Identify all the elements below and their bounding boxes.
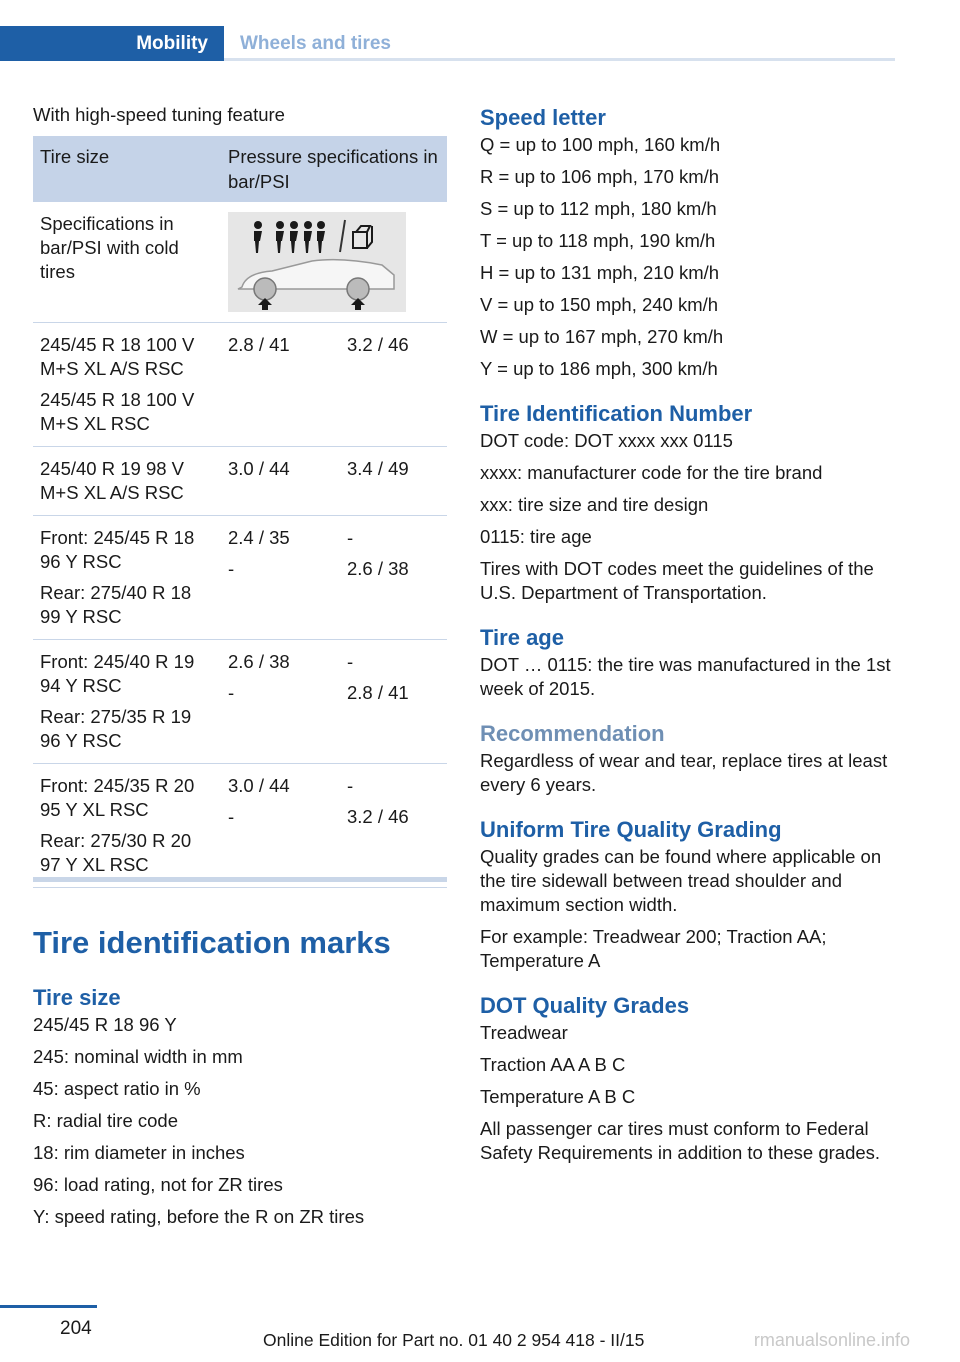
speed-letter-lines: [480, 133, 900, 381]
cell-value: 3.0 / 44: [228, 775, 290, 796]
text-line: 245: nominal width in mm: [33, 1046, 243, 1067]
tire-size-cell: [33, 447, 221, 516]
cell-value: 2.6 / 38: [228, 651, 290, 672]
pressure-loaded-cell: [340, 323, 447, 447]
text-line: DOT code: DOT xxxx xxx 0115: [480, 430, 733, 451]
header-tire-size: Tire size: [33, 136, 221, 202]
text-line: Y = up to 186 mph, 300 km/h: [480, 358, 718, 379]
cell-value: 2.8 / 41: [228, 334, 290, 355]
right-column: [480, 103, 900, 1173]
pressure-normal-cell: [221, 447, 340, 516]
text-line: R = up to 106 mph, 170 km/h: [480, 166, 720, 187]
pressure-normal-cell: [221, 516, 340, 640]
text-line: Q = up to 100 mph, 160 km/h: [480, 134, 721, 155]
cell-value: 245/40 R 19 98 V M+S XL A/S RSC: [40, 458, 184, 503]
header-section-mobility: Mobility: [136, 33, 208, 54]
cell-value: 3.2 / 46: [347, 334, 409, 355]
header-pressure: Pressure specifications in bar/PSI: [221, 136, 447, 202]
cell-value: -: [347, 775, 354, 796]
pressure-loaded-cell: [340, 764, 447, 888]
text-line: 245/45 R 18 96 Y: [33, 1014, 177, 1035]
cell-value: Front: 245/45 R 18 96 Y RSC: [40, 527, 195, 572]
cell-value: 245/45 R 18 100 V M+S XL RSC: [40, 389, 195, 434]
page-number: 204: [60, 1318, 92, 1339]
cell-value: 3.4 / 49: [347, 458, 409, 479]
cell-value: Rear: 275/35 R 19 96 Y RSC: [40, 706, 192, 751]
text-line: xxxx: manufacturer code for the tire brand: [480, 462, 823, 483]
footer-rule: [0, 1305, 97, 1308]
tire-size-cell: [33, 640, 221, 764]
dot-grades-lines: [480, 1021, 900, 1165]
text-line: xxx: tire size and tire design: [480, 494, 709, 515]
load-diagram-cell: [221, 202, 447, 323]
cell-value: 3.2 / 46: [347, 806, 409, 827]
cell-value: 3.0 / 44: [228, 458, 290, 479]
cell-value: Rear: 275/30 R 20 97 Y XL RSC: [40, 830, 192, 875]
table-row: [33, 640, 447, 764]
text-line: 96: load rating, not for ZR tires: [33, 1174, 283, 1195]
utqg-lines: [480, 845, 900, 973]
pressure-normal-cell: [221, 764, 340, 888]
section-title: Tire identification marks: [33, 925, 391, 960]
pressure-loaded-cell: [340, 516, 447, 640]
text-line: R: radial tire code: [33, 1110, 178, 1131]
text-line: 0115: tire age: [480, 526, 592, 547]
tire-size-heading: Tire size: [33, 985, 121, 1010]
pressure-normal-cell: [221, 323, 340, 447]
cell-value: -: [228, 806, 235, 827]
table-end-rule: [33, 877, 447, 882]
cell-value: 2.8 / 41: [347, 682, 409, 703]
cell-value: 245/45 R 18 100 V M+S XL A/S RSC: [40, 334, 195, 379]
text-line: Temperature A B C: [480, 1086, 636, 1107]
watermark: rmanualsonline.info: [753, 1330, 910, 1350]
table-caption: With high-speed tuning feature: [33, 104, 285, 125]
dot-grades-heading: DOT Quality Grades: [480, 993, 690, 1018]
text-line: All passenger car tires must conform to Federal Safety Requirements in addition to these grades.: [480, 1118, 881, 1163]
table-row: [33, 764, 447, 888]
cell-value: -: [347, 527, 354, 548]
cell-value: -: [228, 682, 235, 703]
text-line: V = up to 150 mph, 240 km/h: [480, 294, 719, 315]
table-row-cold-tires: [33, 202, 447, 323]
table-header-row: [33, 136, 447, 202]
header-section-wheels-and-tires: Wheels and tires: [240, 33, 391, 54]
pressure-loaded-cell: [340, 640, 447, 764]
pressure-normal-cell: [221, 640, 340, 764]
text-line: Tires with DOT codes meet the guidelines of the U.S. Department of Transportation.: [480, 558, 874, 603]
cell-value: -: [347, 651, 354, 672]
tire-size-cell: [33, 764, 221, 888]
text-line: S = up to 112 mph, 180 km/h: [480, 198, 717, 219]
tire-size-cell: [33, 516, 221, 640]
utqg-heading: Uniform Tire Quality Grading: [480, 817, 782, 842]
pressure-loaded-cell: [340, 447, 447, 516]
cell-value: Rear: 275/40 R 18 99 Y RSC: [40, 582, 192, 627]
cell-value: Front: 245/35 R 20 95 Y XL RSC: [40, 775, 195, 820]
text-line: W = up to 167 mph, 270 km/h: [480, 326, 724, 347]
cell-value: -: [228, 558, 235, 579]
table-row: [33, 447, 447, 516]
speed-letter-heading: Speed letter: [480, 105, 606, 130]
table-row: [33, 323, 447, 447]
vehicle-load-illustration: [228, 212, 406, 312]
tire-size-cell: [33, 323, 221, 447]
tire-age-heading: Tire age: [480, 625, 564, 650]
tire-age-text: DOT … 0115: the tire was manufactured in the 1st week of 2015.: [480, 654, 891, 699]
tin-heading: Tire Identification Number: [480, 401, 753, 426]
text-line: Traction AA A B C: [480, 1054, 626, 1075]
tire-size-lines: [33, 1013, 453, 1229]
text-line: 45: aspect ratio in %: [33, 1078, 201, 1099]
text-line: 18: rim diameter in inches: [33, 1142, 245, 1163]
text-line: Y: speed rating, before the R on ZR tires: [33, 1206, 365, 1227]
tire-pressure-table: [33, 136, 447, 888]
text-line: T = up to 118 mph, 190 km/h: [480, 230, 716, 251]
cell-value: 2.6 / 38: [347, 558, 409, 579]
text-line: Treadwear: [480, 1022, 568, 1043]
text-line: For example: Treadwear 200; Traction AA; Temperature A: [480, 926, 827, 971]
recommendation-text: Regardless of wear and tear, replace tires at least every 6 years.: [480, 750, 888, 795]
table-row: [33, 516, 447, 640]
text-line: Quality grades can be found where applicable on the tire sidewall between tread shoulder and maximum section width.: [480, 846, 882, 915]
recommendation-heading: Recommendation: [480, 721, 665, 746]
cell-value: 2.4 / 35: [228, 527, 290, 548]
footer-edition: Online Edition for Part no. 01 40 2 954 418 - II/15: [263, 1330, 645, 1350]
tire-size-section: [33, 983, 453, 1237]
tin-lines: [480, 429, 900, 605]
cell-value: Front: 245/40 R 19 94 Y RSC: [40, 651, 195, 696]
cold-tires-label: Specifications in bar/PSI with cold tires: [33, 202, 221, 323]
text-line: H = up to 131 mph, 210 km/h: [480, 262, 720, 283]
